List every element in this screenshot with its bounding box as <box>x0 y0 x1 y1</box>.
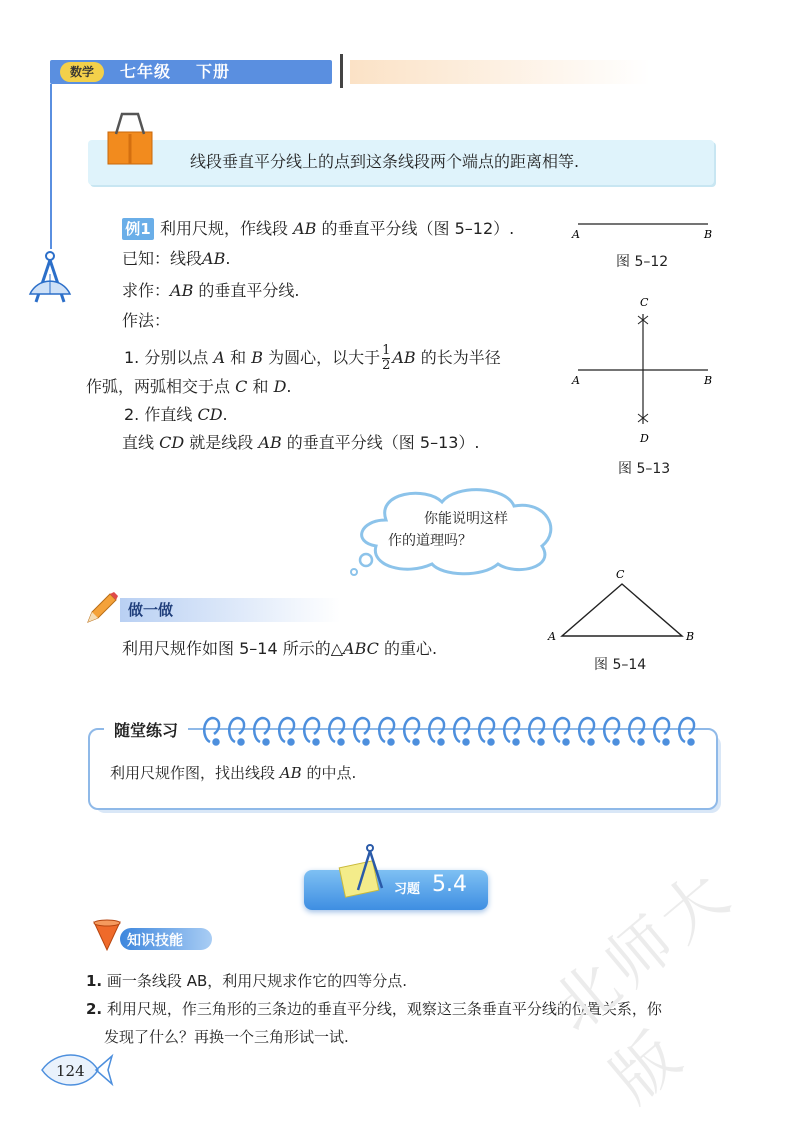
watermark: 北师大版 <box>538 855 748 1118</box>
volume-label: 下册 <box>196 62 231 81</box>
label-B: B <box>686 630 695 643</box>
practice-title: 随堂练习 <box>114 721 179 740</box>
example-known: 已知：线段AB. <box>122 249 231 268</box>
cone-icon <box>92 918 122 952</box>
question-2: 2. 利用尺规，作三角形的三条边的垂直平分线，观察这三条垂直平分线的位置关系，你 <box>86 1000 662 1018</box>
figure-5-13-caption: 图 5–13 <box>618 461 671 477</box>
figure-5-14-caption: 图 5–14 <box>594 657 647 673</box>
margin-line <box>50 84 52 249</box>
compass-icon <box>24 250 76 310</box>
notebook-rings <box>200 712 710 748</box>
compass-note-icon <box>338 842 390 902</box>
figure-5-14 <box>544 566 704 644</box>
grade-label: 七年级 <box>120 62 172 81</box>
label-A: A <box>548 630 556 643</box>
theorem-text: 线段垂直平分线上的点到这条线段两个端点的距离相等. <box>190 152 580 171</box>
label-B: B <box>704 374 713 387</box>
pencil-icon <box>84 590 120 626</box>
figure-5-13 <box>568 292 718 448</box>
thought-text: 你能说明这样 作的道理吗？ <box>388 511 508 549</box>
exercise-number: 5.4 <box>432 872 467 897</box>
example-step1-cont: 作弧，两弧相交于点 C 和 D. <box>86 377 292 396</box>
example-find: 求作：AB 的垂直平分线. <box>122 281 300 300</box>
example-step2: 2. 作直线 CD. <box>124 405 228 424</box>
fraction: $\frac{1}{2}$ <box>382 343 391 373</box>
do-it-title: 做一做 <box>128 601 174 619</box>
example-method-label: 作法： <box>122 311 171 330</box>
header-divider <box>340 54 343 88</box>
label-A: A <box>572 374 580 387</box>
figure-5-12 <box>568 218 718 244</box>
example-conclusion: 直线 CD 就是线段 AB 的垂直平分线（图 5–13）. <box>122 433 480 452</box>
question-2-cont: 发现了什么？再换一个三角形试一试. <box>104 1028 349 1046</box>
label-C: C <box>640 296 649 309</box>
skills-label: 知识技能 <box>127 933 183 949</box>
page-number: 124 <box>56 1062 85 1080</box>
example-step1: 1. 分别以点 A 和 B 为圆心，以大于 $\frac{1}{2}$ AB 的长为半径 <box>124 343 501 373</box>
exercise-label: 习题 <box>394 882 421 897</box>
figure-5-12-caption: 图 5–12 <box>616 254 669 270</box>
example-task: 利用尺规，作线段 AB 的垂直平分线（图 5–12）. <box>160 219 515 238</box>
practice-text: 利用尺规作图，找出线段 AB 的中点. <box>110 764 357 782</box>
example-badge: 例1 <box>122 218 154 240</box>
subject-badge: 数学 <box>60 62 104 82</box>
header-decoration <box>350 60 650 84</box>
label-B: B <box>704 228 713 241</box>
binder-clip-icon <box>106 110 154 166</box>
label-D: D <box>640 432 649 445</box>
do-it-text: 利用尺规作如图 5–14 所示的△ABC 的重心. <box>122 639 438 658</box>
label-C: C <box>616 568 625 581</box>
label-A: A <box>572 228 580 241</box>
question-1: 1. 画一条线段 AB，利用尺规求作它的四等分点. <box>86 972 408 990</box>
